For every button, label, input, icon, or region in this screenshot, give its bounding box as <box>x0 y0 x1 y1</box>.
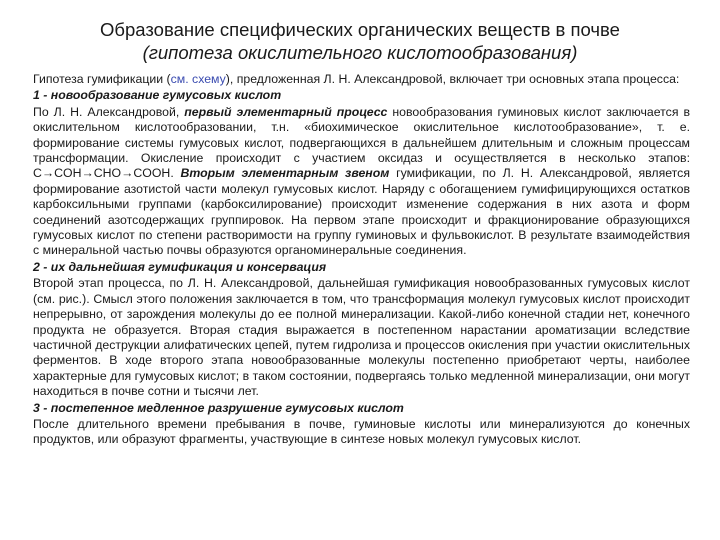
intro-text-2: ), предложенная Л. Н. Александровой, включает три основных этапа процесса: <box>225 72 680 86</box>
stage-1-heading: 1 - новообразование гумусовых кислот <box>33 88 282 103</box>
stage-3-paragraph: После длительного времени пребывания в почве, гуминовые кислоты или минерализуются до конечных продуктов, или образуют фрагменты, участвующие в синтезе новых молекул гумусовых кислот. <box>33 416 690 447</box>
stage-2-paragraph: Второй этап процесса, по Л. Н. Александровой, дальнейшая гумификация новообразованных гумусовых кислот (см. рис.). Смысл этого положения заключается в том, что трансформация молекул гумусовых кислот происходит непрерывно, от зарождения молекулы до ее полной минерализации. Какой-либо конечной стадии нет, конечного продукта не образуется. Вторая стадия выражается в постепенном нарастании ароматизации вследствие частичной деструкции алифатических цепей, путем гидролиза и процессов окисления при участии окислительных ферментов. В ходе второго этапа новообразованные молекулы постепенно приобретают черты, наиболее характерные для гумусовых кислот; в таком состоянии, подвергаясь только медленной минерализации, они могут находиться в почве сотни и тысячи лет. <box>33 276 690 399</box>
slide-title <box>0 18 720 64</box>
stage-2-heading: 2 - их дальнейшая гумификация и консервация <box>33 259 327 274</box>
stage-3-heading: 3 - постепенное медленное разрушение гумусовых кислот <box>33 400 404 415</box>
intro-paragraph <box>33 72 690 87</box>
stage-1-text-3: гумификации, по Л. Н. Александровой, является формирование азотистой части молекул гумусовых кислот. Наряду с обогащением гумифицирующихся остатков карбоксильными группами (карбоксилирование) происходит изменение содержания в них азота и форм соединений азотсодержащих группировок. На первом этапе происходит и фракционирование образующихся гумусовых кислот по степени растворимости на группу гуминовых и фульвокислот. В результате взаимодействия с минеральной частью почвы образуются органоминеральные соединения. <box>33 166 690 258</box>
slide-body <box>33 72 690 448</box>
intro-text-1: Гипотеза гумификации ( <box>33 72 171 86</box>
stage-1-text-1: По Л. Н. Александровой, <box>33 104 185 119</box>
title-line-1: Образование специфических органических веществ в почве <box>100 19 620 40</box>
title-line-2: (гипотеза окислительного кислотообразования) <box>142 42 578 63</box>
stage-1-emphasis-1: первый элементарный процесс <box>184 104 388 119</box>
stage-1-emphasis-2: Вторым элементарным звеном <box>180 166 390 181</box>
stage-1-paragraph <box>33 105 690 259</box>
scheme-link[interactable]: см. схему <box>170 72 226 86</box>
stage-1-text-2: новообразования гуминовых кислот заключается в окислительном кислотообразовании, т.н. «биохимическое окислительное кислотообразование», т. е. формирование системы гумусовых кислот, подвергающихся в дальнейшем длительным и сложным процессам трансформации. Окисление происходит с участием оксидаз и осуществляется в несколько этапов: C→COH→CHO→COOH. <box>33 104 690 181</box>
